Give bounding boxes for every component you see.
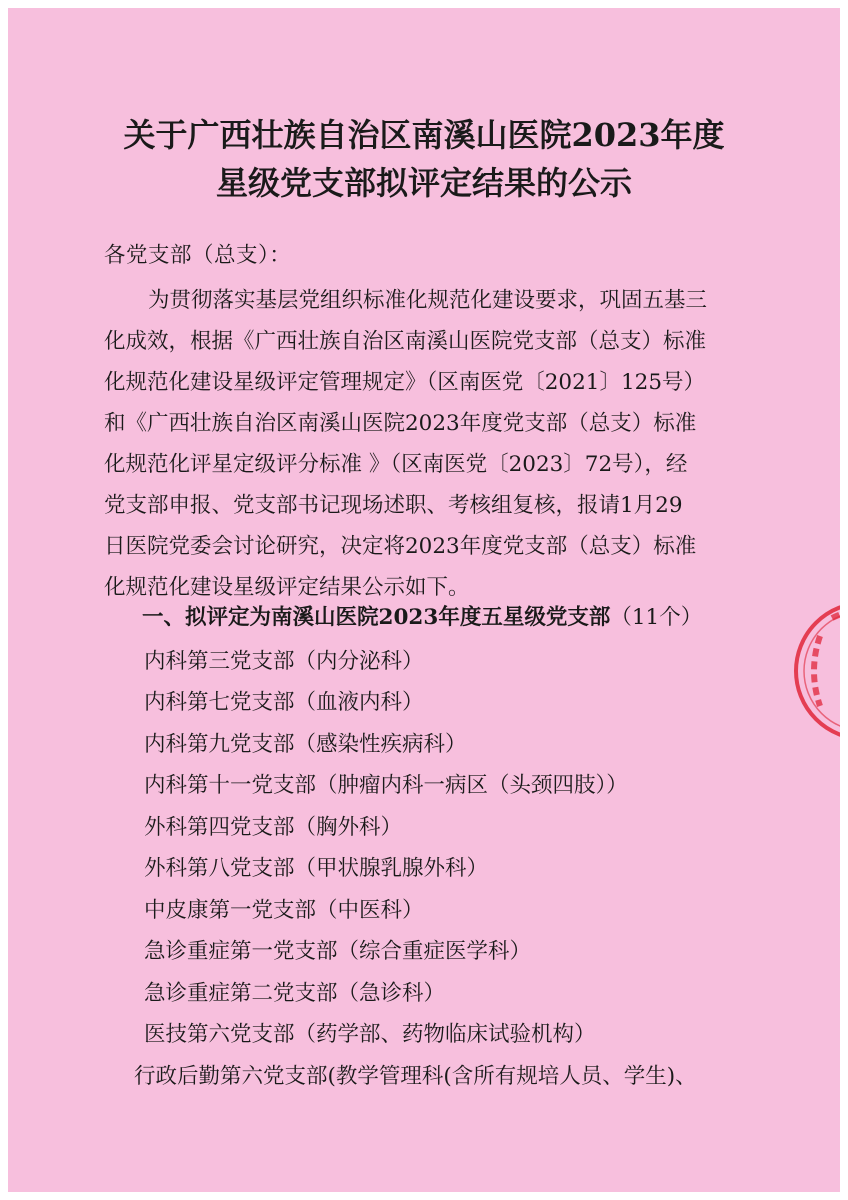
official-seal-icon: [790, 596, 840, 746]
body-line: 化规范化建设星级评定管理规定》（区南医党〔2021〕125号）: [104, 370, 706, 395]
body-line: 为贯彻落实基层党组织标准化规范化建设要求，巩固五基三: [148, 288, 708, 313]
list-item: 中皮康第一党支部（中医科）: [144, 898, 424, 923]
list-item: 外科第四党支部（胸外科）: [144, 815, 403, 840]
document-title-line-2: 星级党支部拟评定结果的公示: [215, 164, 632, 202]
document-title-line-1: 关于广西壮族自治区南溪山医院2023年度: [123, 116, 725, 154]
section-heading: [142, 600, 702, 631]
list-item: 内科第七党支部（血液内科）: [144, 690, 424, 715]
list-item: 内科第三党支部（内分泌科）: [144, 649, 424, 674]
list-item: 行政后勤第六党支部(教学管理科(含所有规培人员、学生)、: [134, 1064, 697, 1089]
section-heading-text: 一、拟评定为南溪山医院2023年度五星级党支部: [142, 605, 611, 630]
list-item: 外科第八党支部（甲状腺乳腺外科）: [144, 856, 489, 881]
body-line: 化规范化评星定级评分标准 》（区南医党〔2023〕72号），经: [104, 452, 688, 477]
list-item: 急诊重症第二党支部（急诊科）: [144, 981, 446, 1006]
body-line: 化规范化建设星级评定结果公示如下。: [104, 575, 470, 600]
body-line: 和《广西壮族自治区南溪山医院2023年度党支部（总支）标准: [104, 411, 697, 436]
section-heading-count: （11个）: [610, 605, 703, 630]
body-paragraph: [104, 280, 740, 608]
body-line: 化成效，根据《广西壮族自治区南溪山医院党支部（总支）标准: [104, 329, 707, 354]
list-item: 急诊重症第一党支部（综合重症医学科）: [144, 939, 532, 964]
salutation: 各党支部（总支）：: [104, 243, 292, 268]
body-line: 党支部申报、党支部书记现场述职、考核组复核，报请1月29: [104, 493, 683, 518]
document-page: [8, 8, 840, 1192]
list-item: 医技第六党支部（药学部、药物临床试验机构）: [144, 1022, 596, 1047]
body-line: 日医院党委会讨论研究，决定将2023年度党支部（总支）标准: [104, 534, 697, 559]
list-item: 内科第九党支部（感染性疾病科）: [144, 732, 467, 757]
list-item: 内科第十一党支部（肿瘤内科一病区（头颈四肢））: [144, 773, 628, 798]
